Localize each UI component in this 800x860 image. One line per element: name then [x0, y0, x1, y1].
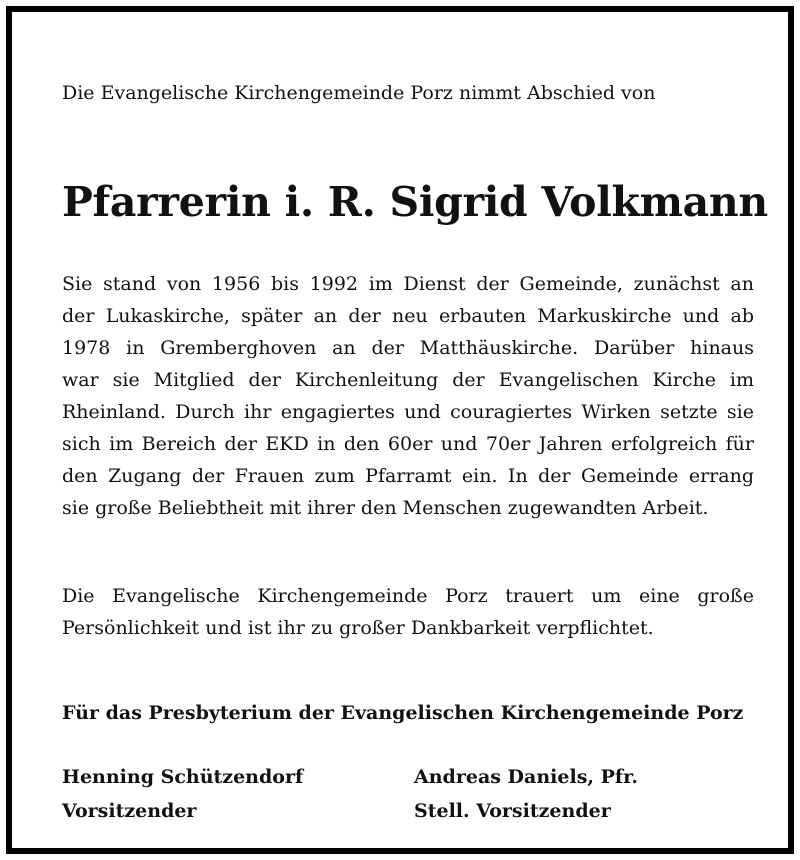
signatory-name: Andreas Daniels, Pfr. — [414, 766, 638, 788]
paragraph-line: Rheinland. Durch ihr engagiertes und couragiertes Wirken setzte sie — [62, 401, 754, 423]
paragraph-line: der Lukaskirche, später an der neu erbauten Markuskirche und ab — [62, 305, 754, 327]
paragraph-line: 1978 in Gremberghoven an der Matthäuskirche. Darüber hinaus — [62, 337, 754, 359]
biography-paragraph — [62, 268, 754, 524]
paragraph-line: Die Evangelische Kirchengemeinde Porz trauert um eine große — [62, 585, 754, 607]
paragraph-line: sich im Bereich der EKD in den 60er und 70er Jahren erfolgreich für — [62, 433, 754, 455]
notice-content — [62, 80, 768, 822]
signatory-role: Vorsitzender — [62, 800, 197, 822]
intro-text: Die Evangelische Kirchengemeinde Porz nimmt Abschied von — [62, 82, 656, 104]
notice-frame — [6, 6, 794, 854]
paragraph-line: sie große Beliebtheit mit ihrer den Menschen zugewandten Arbeit. — [62, 497, 709, 519]
paragraph-line: Persönlichkeit und ist ihr zu großer Dankbarkeit verpflichtet. — [62, 617, 654, 639]
deceased-name: Pfarrerin i. R. Sigrid Volkmann — [62, 178, 768, 226]
presbyterium-line: Für das Presbyterium der Evangelischen Kirchengemeinde Porz — [62, 702, 744, 724]
paragraph-line: war sie Mitglied der Kirchenleitung der Evangelischen Kirche im — [62, 369, 754, 391]
signatory-name: Henning Schützendorf — [62, 766, 304, 788]
signature-block-right — [414, 760, 638, 828]
signatory-role: Stell. Vorsitzender — [414, 800, 611, 822]
paragraph-line: Sie stand von 1956 bis 1992 im Dienst der Gemeinde, zunächst an — [62, 273, 754, 295]
signature-block-left — [62, 760, 303, 828]
mourning-paragraph — [62, 580, 754, 644]
paragraph-line: den Zugang der Frauen zum Pfarramt ein. In der Gemeinde errang — [62, 465, 754, 487]
